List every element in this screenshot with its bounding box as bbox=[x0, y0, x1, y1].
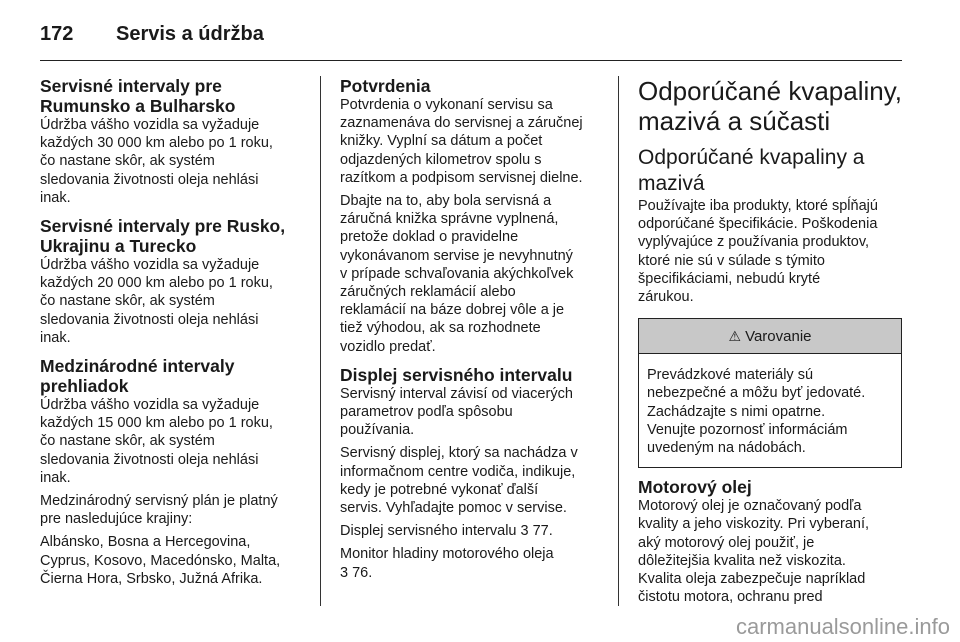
section-text bbox=[340, 96, 606, 187]
warning-box bbox=[638, 318, 902, 468]
text-line: Dbajte na to, aby bola servisná a bbox=[340, 193, 552, 210]
text-line: Monitor hladiny motorového oleja bbox=[340, 546, 554, 563]
section-text bbox=[40, 492, 308, 528]
section-heading-engine-oil bbox=[638, 477, 902, 497]
text-line: záručná knižka správne vyplnená, bbox=[340, 211, 559, 228]
warning-text bbox=[647, 366, 893, 457]
text-line: Odporúčané kvapaliny a bbox=[638, 146, 865, 169]
text-line: čo nastane skôr, ak systém bbox=[40, 293, 215, 310]
text-line: Odporúčané kvapaliny, bbox=[638, 76, 903, 106]
text-line: parametrov podľa spôsobu bbox=[340, 404, 513, 421]
text-line: čo nastane skôr, ak systém bbox=[40, 433, 215, 450]
header-divider bbox=[40, 60, 902, 61]
text-line: Rumunsko a Bulharsko bbox=[40, 96, 236, 116]
text-line: inak. bbox=[40, 329, 71, 346]
warning-header bbox=[639, 319, 901, 354]
page-header bbox=[40, 14, 900, 54]
text-line: kedy je potrebné vykonať ďalší bbox=[340, 481, 539, 498]
text-line: informačnom centre vodiča, indikuje, bbox=[340, 463, 576, 480]
text-line: Údržba vášho vozidla sa vyžaduje bbox=[40, 257, 260, 274]
text-line: Medzinárodné intervaly bbox=[40, 356, 235, 377]
section-text bbox=[638, 497, 902, 606]
text-line: mazivá a súčasti bbox=[638, 106, 831, 136]
section-heading-russia-ukraine-turkey bbox=[40, 216, 308, 256]
text-line: 3 76. bbox=[340, 564, 373, 581]
text-line: inak. bbox=[40, 189, 71, 206]
column-right bbox=[638, 76, 902, 606]
text-line: Potvrdenia o vykonaní servisu sa bbox=[340, 97, 553, 113]
text-line: aký motorový olej použiť, je bbox=[638, 534, 815, 551]
watermark: carmanualsonline.info bbox=[735, 614, 950, 639]
section-text bbox=[340, 192, 606, 356]
section-heading-romania-bulgaria bbox=[40, 76, 308, 116]
text-line: odporúčané špecifikácie. Poškodenia bbox=[638, 216, 878, 233]
text-line: knižky. Vyplní sa dátum a počet bbox=[340, 133, 543, 150]
text-line: pre nasledujúce krajiny: bbox=[40, 511, 193, 528]
text-line: Potvrdenia bbox=[340, 76, 431, 96]
section-text bbox=[40, 256, 308, 347]
text-line: Displej servisného intervalu bbox=[340, 364, 573, 385]
page-reference bbox=[340, 522, 606, 540]
text-line: kvality a jeho viskozity. Pri vyberaní, bbox=[638, 516, 870, 533]
text-line: mazivá bbox=[638, 172, 705, 195]
text-line: Venujte pozornosť informáciám bbox=[647, 421, 848, 438]
page-number: 172 bbox=[40, 22, 74, 45]
chapter-title: Servis a údržba bbox=[116, 22, 264, 45]
text-line: Prevádzkové materiály sú bbox=[647, 367, 814, 384]
text-line: Používajte iba produkty, ktoré spĺňajú bbox=[638, 198, 878, 214]
section-text bbox=[40, 116, 308, 207]
text-line: Servisné intervaly pre bbox=[40, 76, 222, 96]
column-divider-1 bbox=[320, 76, 321, 606]
text-line: ktoré nie sú v súlade s týmito bbox=[638, 252, 825, 269]
section-text bbox=[40, 396, 308, 487]
text-line: vozidlo predať. bbox=[340, 338, 436, 355]
text-line: pretože doklad o pravidelne bbox=[340, 229, 519, 246]
chapter-heading bbox=[638, 76, 902, 136]
text-line: každých 15 000 km alebo po 1 roku, bbox=[40, 415, 273, 432]
warning-title: Varovanie bbox=[745, 327, 812, 345]
text-line: záručných reklamácií alebo bbox=[340, 284, 516, 301]
country-list bbox=[40, 533, 308, 588]
text-line: servis. Vyhľadajte pomoc v servise. bbox=[340, 500, 567, 517]
text-line: inak. bbox=[40, 469, 71, 486]
text-line: Kvalita oleja zabezpečuje napríklad bbox=[638, 571, 866, 588]
section-text bbox=[340, 385, 606, 440]
text-line: používania. bbox=[340, 422, 415, 439]
section-heading-confirmations bbox=[340, 76, 606, 96]
text-line: každých 20 000 km alebo po 1 roku, bbox=[40, 275, 273, 292]
text-line: vyplývajúce z používania produktov, bbox=[638, 234, 870, 251]
text-line: sledovania životnosti oleja nehlási bbox=[40, 171, 259, 188]
text-line: špecifikáciami, nebudú kryté bbox=[638, 270, 821, 287]
text-line: čistotu motora, ochranu pred bbox=[638, 589, 823, 606]
section-text bbox=[340, 444, 606, 517]
text-line: Údržba vášho vozidla sa vyžaduje bbox=[40, 117, 260, 133]
section-heading-service-display bbox=[340, 365, 606, 385]
text-line: sledovania životnosti oleja nehlási bbox=[40, 451, 259, 468]
column-divider-2 bbox=[618, 76, 619, 606]
text-line: zaznamenáva do servisnej a záručnej bbox=[340, 115, 583, 132]
text-line: Ukrajinu a Turecko bbox=[40, 236, 197, 257]
text-line: uvedeným na nádobách. bbox=[647, 440, 806, 457]
text-line: Údržba vášho vozidla sa vyžaduje bbox=[40, 397, 260, 414]
warning-triangle-icon: ⚠ bbox=[728, 327, 742, 344]
text-line: Servisné intervaly pre Rusko, bbox=[40, 216, 286, 237]
text-line: Motorový olej bbox=[638, 477, 752, 498]
text-line: Displej servisného intervalu 3 77. bbox=[340, 523, 553, 540]
text-line: prehliadok bbox=[40, 376, 129, 397]
text-line: Albánsko, Bosna a Hercegovina, bbox=[40, 534, 251, 551]
text-line: Čierna Hora, Srbsko, Južná Afrika. bbox=[40, 570, 263, 587]
text-line: nebezpečné a môžu byť jedovaté. bbox=[647, 385, 866, 402]
text-line: Cyprus, Kosovo, Macedónsko, Malta, bbox=[40, 552, 281, 569]
text-line: Servisný interval závisí od viacerých bbox=[340, 385, 573, 402]
section-heading-international-intervals bbox=[40, 356, 308, 396]
text-line: v prípade schvaľovania akýchkoľvek bbox=[340, 265, 574, 282]
text-line: tiež výhodou, ak sa rozhodnete bbox=[340, 320, 541, 337]
text-line: zárukou. bbox=[638, 289, 694, 306]
section-heading-fluids bbox=[638, 145, 902, 197]
text-line: čo nastane skôr, ak systém bbox=[40, 153, 215, 170]
text-line: razítkom a podpisom servisnej dielne. bbox=[340, 169, 583, 186]
section-text bbox=[638, 197, 902, 306]
page-reference bbox=[340, 545, 606, 581]
text-line: Servisný displej, ktorý sa nachádza v bbox=[340, 445, 578, 462]
text-line: dôležitejšia kvalita než viskozita. bbox=[638, 552, 846, 569]
text-line: Motorový olej je označovaný podľa bbox=[638, 498, 862, 515]
text-line: každých 30 000 km alebo po 1 roku, bbox=[40, 135, 273, 152]
text-line: vykonávanom servise je nevyhnutný bbox=[340, 247, 573, 264]
column-middle bbox=[340, 76, 606, 582]
column-left bbox=[40, 76, 308, 588]
text-line: reklamácií na báze dobrej vôle a je bbox=[340, 302, 565, 319]
text-line: sledovania životnosti oleja nehlási bbox=[40, 311, 259, 328]
text-line: Zachádzajte s nimi opatrne. bbox=[647, 403, 826, 420]
text-line: odjazdených kilometrov spolu s bbox=[340, 151, 542, 168]
text-line: Medzinárodný servisný plán je platný bbox=[40, 493, 278, 510]
